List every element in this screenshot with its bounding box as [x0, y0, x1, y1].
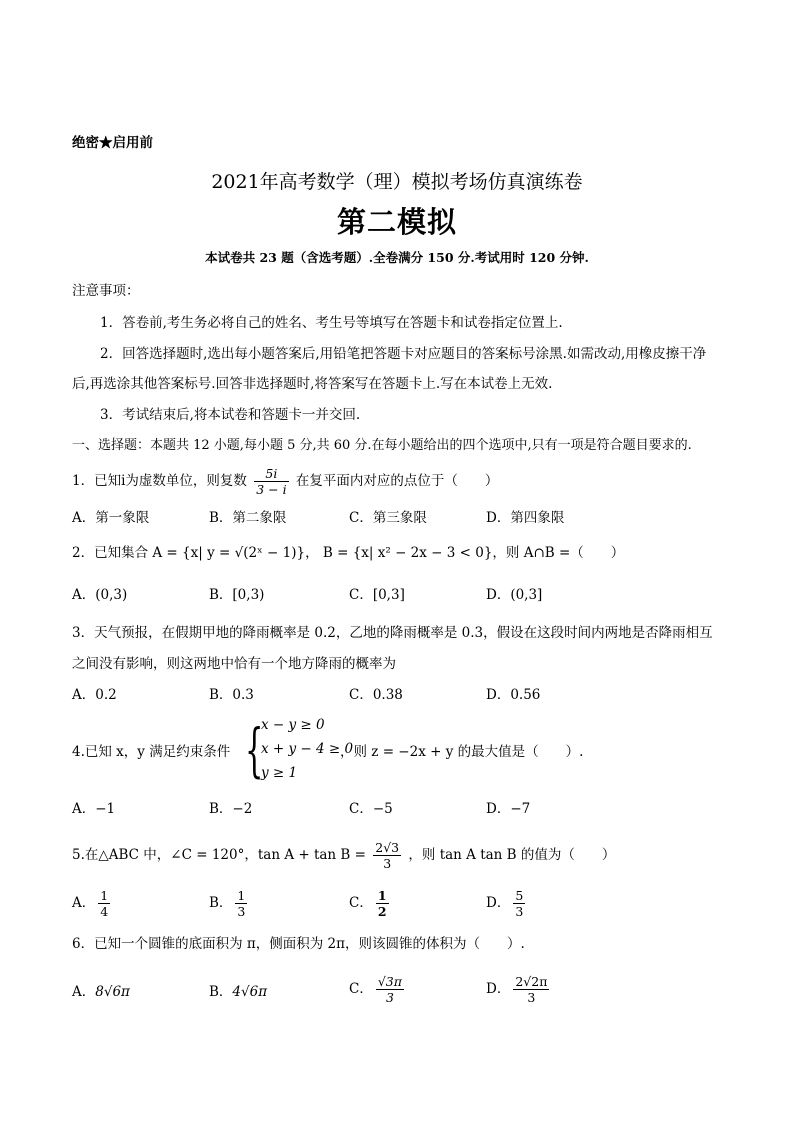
q5-option-a-label: A． [72, 895, 96, 911]
q5-text-pre: 5.在△ABC 中，∠C = 120°，tan A + tan B = [72, 847, 366, 863]
q5-option-c [349, 888, 392, 919]
q5-fraction [373, 840, 401, 871]
question-4-pre: 4.已知 x，y 满足约束条件 [72, 744, 231, 760]
q5-option-d-num: 5 [515, 888, 524, 903]
q5-option-b-label: B． [209, 895, 233, 911]
q5-option-a [72, 888, 113, 919]
q6-option-b-label: B． [209, 984, 233, 1000]
exam-title: 2021年高考数学（理）模拟考场仿真演练卷 [211, 171, 583, 193]
q1-numerator: 5i [254, 466, 288, 482]
question-5 [72, 838, 615, 872]
q4-option-c: C．−5 [349, 801, 393, 817]
q2-option-d: D．(0,3] [486, 587, 543, 603]
q1-denominator: 3 − i [256, 482, 287, 497]
q6-option-c-den: 3 [385, 990, 394, 1005]
q6-option-c-num: √3π [377, 974, 402, 989]
question-3-line1: 3．天气预报，在假期甲地的降雨概率是 0.2，乙地的降雨概率是 0.3，假设在这段时间内两地是否降雨相互 [72, 625, 713, 641]
q1-fraction [254, 466, 288, 497]
q2-option-a: A．(0,3) [72, 587, 128, 603]
q5-option-b [209, 888, 250, 919]
secret-mark: 绝密★启用前 [72, 135, 153, 151]
q6-option-a-value: 8√6π [95, 984, 130, 1000]
q6-option-a-label: A． [72, 984, 96, 1000]
q6-option-b-value: 4√6π [232, 984, 268, 1000]
question-1 [72, 466, 498, 497]
q5-option-d-label: D． [486, 895, 511, 911]
notes-heading: 注意事项： [72, 283, 140, 299]
q3-option-b: B．0.3 [209, 687, 254, 703]
q5-option-d [486, 888, 528, 919]
q1-text-post: 在复平面内对应的点位于（ ） [295, 473, 499, 489]
section-heading: 一、选择题：本题共 12 小题,每小题 5 分,共 60 分.在每小题给出的四个选项中,只有一项是符合题目要求的. [72, 438, 692, 453]
q1-option-b: B．第二象限 [209, 510, 287, 526]
question-6: 6．已知一个圆锥的底面积为 π，侧面积为 2π，则该圆锥的体积为（ ）. [72, 936, 525, 952]
note-item: 2．回答选择题时,选出每小题答案后,用铅笔把答题卡对应题目的答案标号涂黑.如需改动,用橡皮擦干净 [100, 346, 707, 362]
question-4-post: ，则 z = −2x + y 的最大值是（ ）. [340, 744, 584, 760]
q1-option-d: D．第四象限 [486, 510, 565, 526]
q5-option-c-num: 1 [377, 888, 387, 903]
q5-option-b-den: 3 [237, 904, 246, 919]
q5-option-c-den: 2 [377, 904, 387, 919]
exam-subtitle: 第二模拟 [336, 205, 457, 239]
q3-option-d: D．0.56 [486, 687, 541, 703]
note-item: 后,再选涂其他答案标号.回答非选择题时,将答案写在答题卡上.写在本试卷上无效. [72, 376, 553, 392]
q6-option-d-num: 2√2π [515, 974, 548, 989]
question-2: 2．已知集合 A = {x| y = √(2ˣ − 1)}， B = {x| x² − 2x − 3 < 0}，则 A∩B =（ ） [72, 545, 625, 561]
q2-option-c: C．[0,3] [349, 587, 405, 603]
q4-condition-3: y ≥ 1 [261, 765, 298, 781]
q3-option-a: A．0.2 [72, 687, 117, 703]
q4-option-a: A．−1 [72, 801, 116, 817]
q1-option-a: A．第一象限 [72, 510, 150, 526]
note-item: 1．答卷前,考生务必将自己的姓名、考生号等填写在答题卡和试卷指定位置上. [100, 315, 563, 331]
q5-option-a-num: 1 [100, 888, 109, 903]
question-3-line2: 之间没有影响，则这两地中恰有一个地方降雨的概率为 [72, 656, 396, 672]
q5-denominator: 3 [383, 856, 392, 871]
q4-condition-2: x + y − 4 ≥ 0 [261, 741, 354, 757]
q6-option-a [72, 983, 130, 1001]
q5-numerator: 2√3 [375, 840, 400, 855]
note-item: 3．考试结束后,将本试卷和答题卡一并交回. [100, 407, 361, 423]
q1-text-pre: 1．已知i为虚数单位，则复数 [72, 473, 247, 489]
q5-text-post: ，则 tan A tan B 的值为（ ） [408, 847, 616, 863]
q4-option-d: D．−7 [486, 801, 531, 817]
q5-option-a-den: 4 [100, 904, 109, 919]
q3-option-c: C．0.38 [349, 687, 403, 703]
q1-option-c: C．第三象限 [349, 510, 427, 526]
q6-option-c-label: C． [349, 981, 373, 997]
exam-info: 本试卷共 23 题（含选考题）.全卷满分 150 分.考试用时 120 分钟. [205, 250, 589, 265]
q2-option-b: B．[0,3) [209, 587, 265, 603]
q4-constraint-system [245, 715, 354, 787]
q4-brace: { [245, 716, 264, 784]
q4-condition-1: x − y ≥ 0 [261, 717, 325, 733]
q5-option-c-label: C． [349, 895, 373, 911]
q6-option-d-label: D． [486, 981, 511, 997]
q4-option-b: B．−2 [209, 801, 253, 817]
q5-option-d-den: 3 [515, 904, 524, 919]
q6-option-b [209, 983, 267, 1001]
q6-option-d [486, 974, 552, 1005]
q6-option-d-den: 3 [527, 990, 536, 1005]
q6-option-c [349, 974, 407, 1005]
q5-option-b-num: 1 [237, 888, 246, 903]
